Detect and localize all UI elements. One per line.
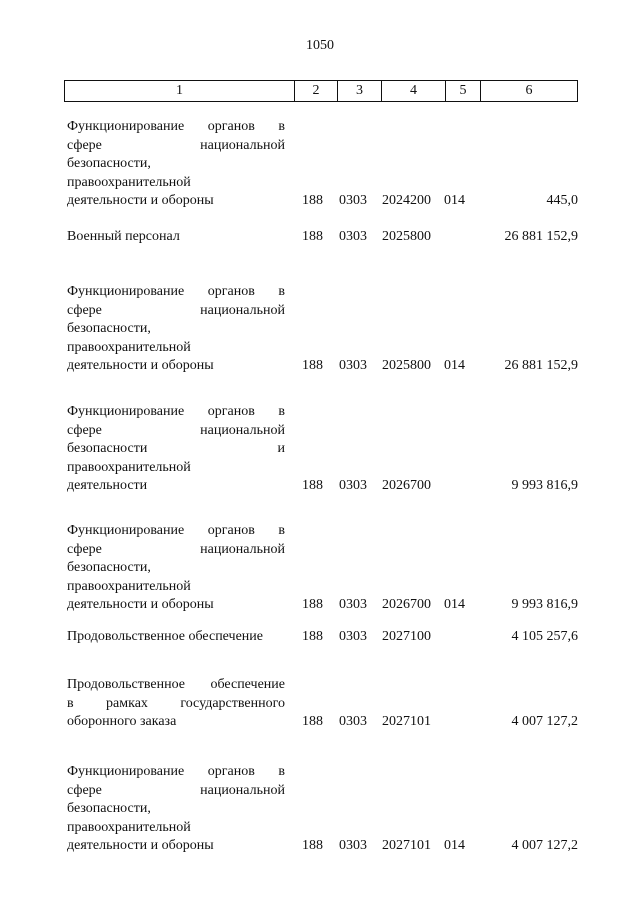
description-line: деятельности и обороны bbox=[67, 193, 214, 208]
section-code: 0303 bbox=[339, 229, 367, 244]
header-col-4: 4 bbox=[381, 81, 445, 101]
table-row bbox=[0, 522, 640, 615]
description-line: деятельности и обороны bbox=[67, 358, 214, 373]
ministry-code: 188 bbox=[302, 838, 323, 853]
description-line: безопасности, bbox=[67, 801, 151, 816]
section-code: 0303 bbox=[339, 838, 367, 853]
ministry-code: 188 bbox=[302, 358, 323, 373]
amount: 26 881 152,9 bbox=[504, 358, 578, 373]
section-code: 0303 bbox=[339, 629, 367, 644]
table-row bbox=[0, 118, 640, 211]
amount: 4 007 127,2 bbox=[511, 838, 578, 853]
description-line: безопасности, bbox=[67, 321, 151, 336]
section-code: 0303 bbox=[339, 597, 367, 612]
ministry-code: 188 bbox=[302, 714, 323, 729]
row-description bbox=[67, 628, 285, 647]
target-article-code: 2025800 bbox=[382, 229, 431, 244]
table-row bbox=[0, 403, 640, 496]
header-col-6: 6 bbox=[480, 81, 577, 101]
row-description bbox=[67, 283, 285, 376]
description-line: в рамках государственного bbox=[67, 695, 285, 711]
description-line: сфере национальной bbox=[67, 422, 285, 438]
ministry-code: 188 bbox=[302, 478, 323, 493]
section-code: 0303 bbox=[339, 478, 367, 493]
row-description bbox=[67, 403, 285, 496]
header-col-5: 5 bbox=[445, 81, 480, 101]
header-col-1: 1 bbox=[176, 83, 183, 98]
ministry-code: 188 bbox=[302, 193, 323, 208]
description-line: сфере национальной bbox=[67, 541, 285, 557]
amount: 445,0 bbox=[546, 193, 578, 208]
description-line: деятельности и обороны bbox=[67, 597, 214, 612]
description-line: Продовольственное обеспечение bbox=[67, 677, 285, 692]
target-article-code: 2027101 bbox=[382, 714, 431, 729]
amount: 4 007 127,2 bbox=[511, 714, 578, 729]
amount: 9 993 816,9 bbox=[511, 478, 578, 493]
description-line: безопасности, bbox=[67, 156, 151, 171]
description-line: правоохранительной bbox=[67, 339, 191, 355]
description-line: Функционирование органов в bbox=[67, 523, 285, 538]
section-code: 0303 bbox=[339, 714, 367, 729]
row-description bbox=[67, 522, 285, 615]
description-line: сфере национальной bbox=[67, 782, 285, 798]
header-col-2: 2 bbox=[294, 81, 337, 101]
target-article-code: 2024200 bbox=[382, 193, 431, 208]
target-article-code: 2026700 bbox=[382, 597, 431, 612]
amount: 26 881 152,9 bbox=[504, 229, 578, 244]
description-line: Функционирование органов в bbox=[67, 284, 285, 299]
expense-type-code: 014 bbox=[444, 193, 465, 208]
description-line: Военный персонал bbox=[67, 229, 180, 244]
description-line: безопасности и bbox=[67, 441, 285, 456]
table-row bbox=[0, 676, 640, 732]
description-line: деятельности и обороны bbox=[67, 838, 214, 853]
ministry-code: 188 bbox=[302, 229, 323, 244]
expense-type-code: 014 bbox=[444, 597, 465, 612]
table-row bbox=[0, 628, 640, 647]
table-row bbox=[0, 228, 640, 247]
table-row bbox=[0, 763, 640, 856]
amount: 4 105 257,6 bbox=[511, 629, 578, 644]
target-article-code: 2026700 bbox=[382, 478, 431, 493]
target-article-code: 2025800 bbox=[382, 358, 431, 373]
description-line: правоохранительной bbox=[67, 819, 191, 835]
description-line: правоохранительной bbox=[67, 578, 191, 594]
description-line: сфере национальной bbox=[67, 137, 285, 153]
row-description bbox=[67, 118, 285, 211]
table-header bbox=[64, 80, 578, 102]
ministry-code: 188 bbox=[302, 629, 323, 644]
expense-type-code: 014 bbox=[444, 358, 465, 373]
target-article-code: 2027100 bbox=[382, 629, 431, 644]
row-description bbox=[67, 763, 285, 856]
description-line: безопасности, bbox=[67, 560, 151, 575]
section-code: 0303 bbox=[339, 358, 367, 373]
description-line: оборонного заказа bbox=[67, 714, 177, 729]
description-line: Функционирование органов в bbox=[67, 764, 285, 779]
header-col-3: 3 bbox=[337, 81, 381, 101]
description-line: Продовольственное обеспечение bbox=[67, 629, 263, 644]
target-article-code: 2027101 bbox=[382, 838, 431, 853]
description-line: правоохранительной bbox=[67, 459, 191, 475]
table-row bbox=[0, 283, 640, 376]
description-line: Функционирование органов в bbox=[67, 404, 285, 419]
page-number: 1050 bbox=[306, 38, 334, 53]
ministry-code: 188 bbox=[302, 597, 323, 612]
expense-type-code: 014 bbox=[444, 838, 465, 853]
amount: 9 993 816,9 bbox=[511, 597, 578, 612]
description-line: деятельности bbox=[67, 478, 148, 493]
description-line: Функционирование органов в bbox=[67, 119, 285, 134]
description-line: сфере национальной bbox=[67, 302, 285, 318]
description-line: правоохранительной bbox=[67, 174, 191, 190]
section-code: 0303 bbox=[339, 193, 367, 208]
row-description bbox=[67, 676, 285, 732]
row-description bbox=[67, 228, 285, 247]
